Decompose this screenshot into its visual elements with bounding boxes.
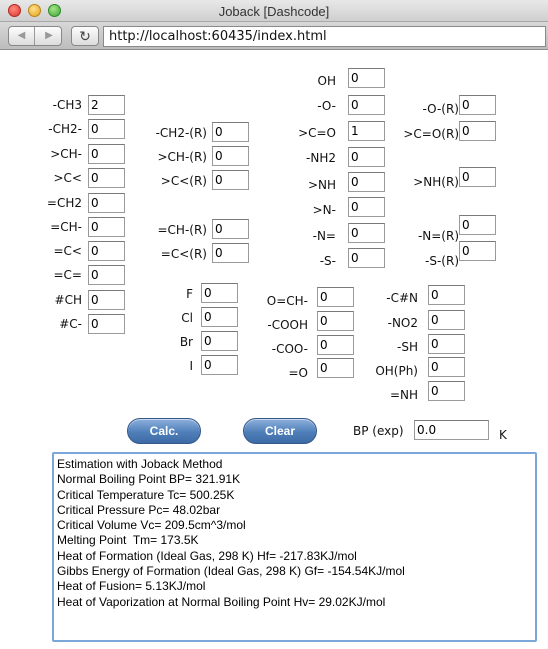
- forward-arrow-icon[interactable]: ▶: [45, 30, 53, 41]
- input-ech2[interactable]: [88, 193, 125, 213]
- input-ch3[interactable]: [88, 95, 125, 115]
- input-ch2[interactable]: [88, 119, 125, 139]
- input-cho[interactable]: [317, 287, 354, 307]
- input-oh[interactable]: [348, 68, 385, 88]
- label-ohph: OH(Ph): [375, 364, 418, 378]
- label-rec: =C<(R): [160, 247, 207, 261]
- input-enh[interactable]: [428, 381, 465, 401]
- label-ro: -O-(R): [422, 102, 459, 116]
- label-br: Br: [179, 335, 193, 349]
- label-i: I: [189, 359, 193, 373]
- input-ren[interactable]: [459, 215, 496, 235]
- label-tch: #CH: [54, 293, 82, 307]
- result-line: Normal Boiling Point BP= 321.91K: [57, 472, 241, 487]
- label-ech2: =CH2: [46, 196, 82, 210]
- label-cooh: -COOH: [267, 318, 308, 332]
- label-eo: =O: [288, 366, 308, 380]
- result-line: Estimation with Joback Method: [57, 457, 223, 471]
- label-cn: -C#N: [386, 291, 418, 305]
- label-tc: #C-: [59, 317, 82, 331]
- label-n: >N-: [312, 203, 336, 217]
- input-rco[interactable]: [459, 121, 496, 141]
- label-ch2: -CH2-: [48, 122, 82, 136]
- label-f: F: [186, 287, 193, 301]
- input-rch2[interactable]: [212, 122, 249, 142]
- nav-buttons: [8, 26, 62, 46]
- clear-button[interactable]: Clear: [243, 418, 317, 444]
- input-c[interactable]: [88, 168, 125, 188]
- input-ohph[interactable]: [428, 357, 465, 377]
- input-tch[interactable]: [88, 290, 125, 310]
- label-enh: =NH: [389, 388, 418, 402]
- label-ch: >CH-: [50, 147, 82, 161]
- results-textarea[interactable]: [52, 452, 537, 642]
- input-nh2[interactable]: [348, 147, 385, 167]
- input-tc[interactable]: [88, 314, 125, 334]
- input-ece[interactable]: [88, 265, 125, 285]
- input-sh[interactable]: [428, 334, 465, 354]
- reload-icon[interactable]: ↻: [71, 26, 99, 46]
- label-rco: >C=O(R): [403, 127, 459, 141]
- input-en[interactable]: [348, 223, 385, 243]
- input-co[interactable]: [348, 121, 385, 141]
- input-rc[interactable]: [212, 170, 249, 190]
- input-br[interactable]: [201, 331, 238, 351]
- result-line: Heat of Fusion= 5.13KJ/mol: [57, 579, 206, 594]
- input-cn[interactable]: [428, 285, 465, 305]
- bp-exp-input[interactable]: [414, 420, 489, 440]
- input-i[interactable]: [201, 355, 238, 375]
- bp-exp-label: BP (exp): [353, 424, 404, 438]
- result-line: Melting Point Tm= 173.5K: [57, 533, 199, 548]
- input-ch[interactable]: [88, 144, 125, 164]
- result-line: Heat of Vaporization at Normal Boiling Point Hv= 29.02KJ/mol: [57, 594, 386, 609]
- label-ech: =CH-: [50, 220, 82, 234]
- label-s: -S-: [319, 254, 336, 268]
- label-nh: >NH: [307, 178, 336, 192]
- input-cl[interactable]: [201, 307, 238, 327]
- result-line: Gibbs Energy of Formation (Ideal Gas, 298 K) Gf= -154.54KJ/mol: [57, 564, 405, 579]
- label-en: -N=: [312, 229, 336, 243]
- browser-toolbar: [0, 22, 548, 50]
- label-ren: -N=(R): [417, 229, 459, 243]
- label-rnh: >NH(R): [413, 175, 459, 189]
- bp-unit-label: K: [499, 428, 507, 442]
- result-line: Critical Temperature Tc= 500.25K: [57, 487, 235, 502]
- address-bar[interactable]: http://localhost:60435/index.html: [103, 26, 546, 47]
- input-ro[interactable]: [459, 95, 496, 115]
- input-no2[interactable]: [428, 310, 465, 330]
- label-ch3: -CH3: [52, 98, 82, 112]
- label-rch: >CH-(R): [157, 150, 207, 164]
- result-line: Heat of Formation (Ideal Gas, 298 K) Hf= -217.83KJ/mol: [57, 548, 357, 563]
- input-eo[interactable]: [317, 358, 354, 378]
- input-rnh[interactable]: [459, 167, 496, 187]
- label-c: >C<: [53, 171, 82, 185]
- label-coo: -COO-: [271, 342, 308, 356]
- label-no2: -NO2: [387, 316, 418, 330]
- input-cooh[interactable]: [317, 311, 354, 331]
- label-rech: =CH-(R): [157, 223, 207, 237]
- back-arrow-icon[interactable]: ◀: [9, 27, 35, 45]
- label-co: >C=O: [298, 126, 336, 140]
- label-oh: OH: [317, 74, 336, 88]
- input-f[interactable]: [201, 283, 238, 303]
- input-nh[interactable]: [348, 172, 385, 192]
- window-titlebar: [0, 0, 548, 22]
- input-ech[interactable]: [88, 217, 125, 237]
- input-rch[interactable]: [212, 146, 249, 166]
- label-cho: O=CH-: [266, 294, 308, 308]
- label-o: -O-: [317, 99, 336, 113]
- label-ec: =C<: [53, 244, 82, 258]
- result-line: Critical Volume Vc= 209.5cm^3/mol: [57, 518, 246, 533]
- input-rech[interactable]: [212, 219, 249, 239]
- calc-button[interactable]: Calc.: [127, 418, 201, 444]
- label-rch2: -CH2-(R): [155, 126, 207, 140]
- label-ece: =C=: [53, 268, 82, 282]
- label-nh2: -NH2: [306, 151, 336, 165]
- input-rec[interactable]: [212, 243, 249, 263]
- input-ec[interactable]: [88, 241, 125, 261]
- input-rs[interactable]: [459, 241, 496, 261]
- label-rs: -S-(R): [425, 254, 459, 268]
- input-s[interactable]: [348, 248, 385, 268]
- label-cl: Cl: [181, 311, 193, 325]
- result-line: Critical Pressure Pc= 48.02bar: [57, 502, 221, 517]
- input-coo[interactable]: [317, 335, 354, 355]
- label-rc: >C<(R): [160, 174, 207, 188]
- window-title: Joback [Dashcode]: [218, 4, 330, 19]
- input-o[interactable]: [348, 95, 385, 115]
- input-n[interactable]: [348, 197, 385, 217]
- label-sh: -SH: [397, 340, 418, 354]
